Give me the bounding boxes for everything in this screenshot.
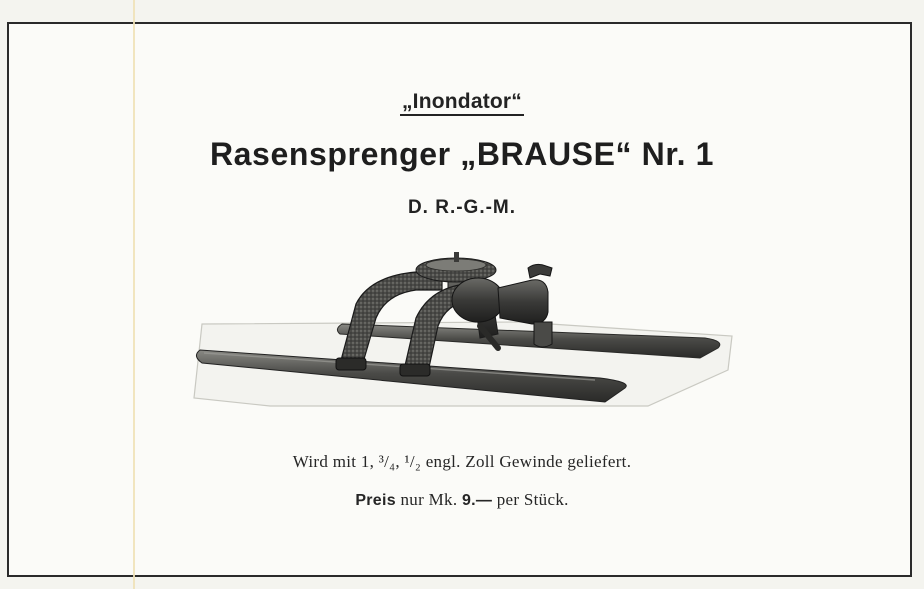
registration-mark: D. R.-G.-M. [407, 197, 517, 218]
price-line [0, 490, 924, 510]
foot-pad-right [400, 364, 430, 376]
product-family-text: „Inondator“ [400, 90, 524, 116]
headline: Rasensprenger „BRAUSE“ Nr. 1 [209, 136, 715, 172]
foot-pad-left [336, 358, 366, 370]
product-family-title [0, 90, 924, 114]
price-text-after: per Stück. [492, 490, 569, 509]
coupling-spout [534, 322, 552, 347]
lawn-sprinkler-brause-icon [180, 238, 745, 428]
thread-note: Wird mit 1, ³/₄, ¹/₂ engl. Zoll Gewinde geliefert. [292, 452, 632, 471]
price-label: Preis [355, 492, 396, 509]
price-text-before: nur Mk. [395, 490, 462, 509]
sprinkler-hub [452, 278, 504, 322]
price-amount: 9.— [461, 492, 493, 509]
hose-coupling [498, 280, 548, 324]
